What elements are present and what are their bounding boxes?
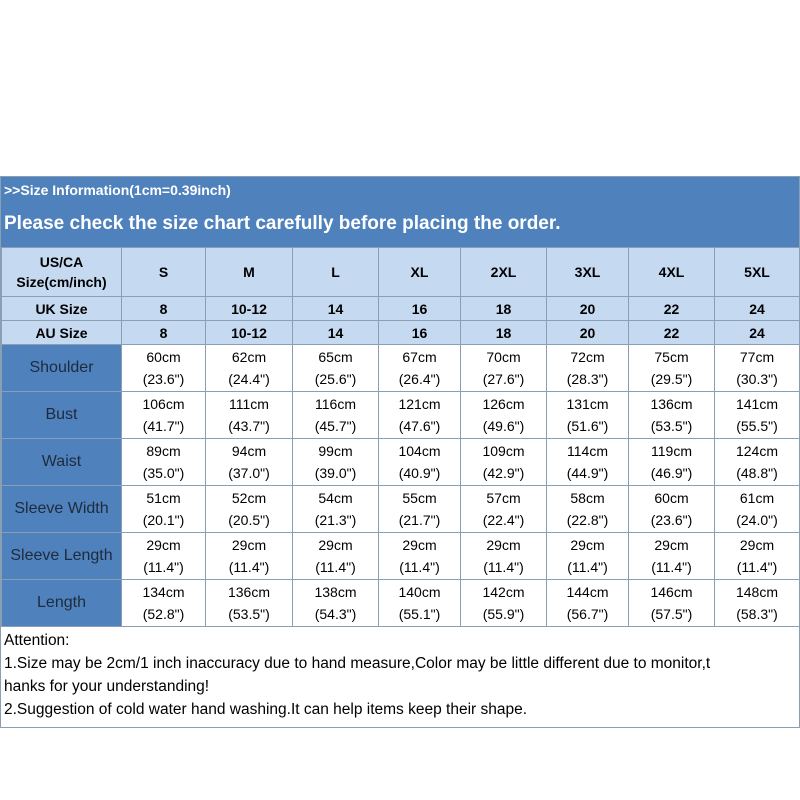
uk-size-cell: 22 — [629, 297, 715, 321]
us-size-cell: M — [206, 248, 293, 297]
inch-value: (29.5") — [650, 371, 693, 387]
cm-value: 72cm — [570, 349, 605, 365]
inch-value: (11.4") — [651, 559, 692, 575]
au-size-cell: 20 — [547, 321, 629, 345]
measurement-cell — [293, 345, 379, 392]
measurement-cell — [293, 392, 379, 439]
measurement-cell — [547, 580, 629, 627]
measurement-cell — [461, 533, 547, 580]
measurement-cell — [122, 345, 206, 392]
au-size-label: AU Size — [2, 321, 122, 345]
inch-value: (53.5") — [650, 418, 693, 434]
measurement-cell — [461, 439, 547, 486]
inch-value: (35.0") — [142, 465, 185, 481]
cm-value: 141cm — [735, 396, 779, 412]
inch-value: (45.7") — [314, 418, 357, 434]
measurement-cell — [715, 580, 800, 627]
au-size-row — [2, 321, 800, 345]
cm-value: 124cm — [735, 443, 779, 459]
cm-value: 54cm — [318, 490, 353, 506]
measurement-cell — [461, 345, 547, 392]
measurement-cell — [206, 580, 293, 627]
measurement-label: Sleeve Width — [2, 486, 122, 533]
measurement-cell — [379, 580, 461, 627]
cm-value: 55cm — [402, 490, 437, 506]
us-size-label-line2: Size(cm/inch) — [16, 274, 107, 290]
measurement-cell — [206, 345, 293, 392]
measurement-label: Waist — [2, 439, 122, 486]
cm-value: 77cm — [739, 349, 775, 365]
cm-value: 57cm — [486, 490, 521, 506]
uk-size-label: UK Size — [2, 297, 122, 321]
inch-value: (51.6") — [566, 418, 609, 434]
au-size-cell: 16 — [379, 321, 461, 345]
cm-value: 131cm — [566, 396, 609, 412]
inch-value: (47.6") — [398, 418, 441, 434]
measurement-cell — [461, 580, 547, 627]
inch-value: (55.5") — [736, 418, 778, 434]
inch-value: (54.3") — [314, 606, 357, 622]
measurement-cell — [715, 345, 800, 392]
us-size-cell: XL — [379, 248, 461, 297]
au-size-cell: 14 — [293, 321, 379, 345]
cm-value: 109cm — [482, 443, 525, 459]
measurement-cell — [379, 439, 461, 486]
measurement-cell — [629, 439, 715, 486]
measurement-cell — [547, 392, 629, 439]
inch-value: (55.1") — [398, 606, 441, 622]
inch-value: (40.9") — [398, 465, 441, 481]
measurement-cell — [206, 392, 293, 439]
uk-size-cell: 10-12 — [206, 297, 293, 321]
order-notice-banner: Please check the size chart carefully before placing the order. — [1, 203, 799, 247]
au-size-cell: 10-12 — [206, 321, 293, 345]
inch-value: (11.4") — [228, 559, 270, 575]
measurement-cell — [206, 533, 293, 580]
cm-value: 144cm — [566, 584, 609, 600]
au-size-cell: 22 — [629, 321, 715, 345]
measurement-cell — [547, 439, 629, 486]
cm-value: 29cm — [231, 537, 267, 553]
measurement-cell — [715, 533, 800, 580]
us-size-cell: S — [122, 248, 206, 297]
inch-value: (57.5") — [650, 606, 693, 622]
measurement-cell — [547, 486, 629, 533]
cm-value: 62cm — [231, 349, 267, 365]
au-size-cell: 8 — [122, 321, 206, 345]
measurement-cell — [715, 486, 800, 533]
measurement-row — [2, 486, 800, 533]
cm-value: 104cm — [398, 443, 441, 459]
cm-value: 138cm — [314, 584, 357, 600]
inch-value: (37.0") — [228, 465, 270, 481]
measurement-cell — [461, 392, 547, 439]
measurement-row — [2, 345, 800, 392]
measurement-label: Length — [2, 580, 122, 627]
inch-value: (11.4") — [315, 559, 356, 575]
cm-value: 136cm — [227, 584, 271, 600]
cm-value: 67cm — [402, 349, 437, 365]
cm-value: 148cm — [735, 584, 779, 600]
cm-value: 89cm — [146, 443, 181, 459]
measurement-row — [2, 580, 800, 627]
attention-note-1a: 1.Size may be 2cm/1 inch inaccuracy due to hand measure,Color may be little different due to monitor,t — [4, 655, 711, 672]
inch-value: (39.0") — [314, 465, 357, 481]
inch-value: (41.7") — [142, 418, 185, 434]
cm-value: 29cm — [739, 537, 775, 553]
cm-value: 142cm — [482, 584, 525, 600]
inch-value: (48.8") — [736, 465, 778, 481]
au-size-cell: 18 — [461, 321, 547, 345]
measurement-cell — [379, 486, 461, 533]
inch-value: (30.3") — [736, 371, 778, 387]
inch-value: (11.4") — [736, 559, 778, 575]
measurement-cell — [293, 486, 379, 533]
measurement-cell — [461, 486, 547, 533]
measurement-cell — [122, 533, 206, 580]
inch-value: (27.6") — [482, 371, 525, 387]
cm-value: 65cm — [318, 349, 353, 365]
uk-size-cell: 16 — [379, 297, 461, 321]
us-size-label-line1: US/CA — [39, 254, 84, 270]
inch-value: (24.0") — [736, 512, 778, 528]
measurement-cell — [122, 580, 206, 627]
measurement-cell — [293, 533, 379, 580]
measurement-cell — [715, 392, 800, 439]
cm-value: 114cm — [567, 443, 608, 459]
us-size-cell: 5XL — [715, 248, 800, 297]
cm-value: 70cm — [486, 349, 521, 365]
cm-value: 29cm — [570, 537, 605, 553]
measurement-cell — [629, 533, 715, 580]
inch-value: (11.4") — [483, 559, 524, 575]
inch-value: (46.9") — [650, 465, 693, 481]
cm-value: 140cm — [398, 584, 441, 600]
cm-value: 94cm — [231, 443, 267, 459]
measurement-cell — [547, 533, 629, 580]
inch-value: (23.6") — [142, 371, 185, 387]
cm-value: 75cm — [654, 349, 689, 365]
attention-notes — [1, 627, 799, 727]
cm-value: 99cm — [318, 443, 353, 459]
inch-value: (21.7") — [398, 512, 441, 528]
inch-value: (44.9") — [566, 465, 609, 481]
us-size-row — [2, 248, 800, 297]
cm-value: 52cm — [231, 490, 267, 506]
cm-value: 121cm — [398, 396, 441, 412]
cm-value: 51cm — [146, 490, 181, 506]
inch-value: (21.3") — [314, 512, 357, 528]
measurement-label: Sleeve Length — [2, 533, 122, 580]
uk-size-cell: 8 — [122, 297, 206, 321]
inch-value: (58.3") — [736, 606, 778, 622]
measurement-cell — [547, 345, 629, 392]
cm-value: 116cm — [315, 396, 356, 412]
uk-size-cell: 20 — [547, 297, 629, 321]
cm-value: 60cm — [654, 490, 689, 506]
inch-value: (53.5") — [228, 606, 270, 622]
inch-value: (11.4") — [567, 559, 608, 575]
attention-note-2: 2.Suggestion of cold water hand washing.It can help items keep their shape. — [4, 701, 528, 718]
uk-size-cell: 18 — [461, 297, 547, 321]
cm-value: 29cm — [146, 537, 181, 553]
us-size-cell: 2XL — [461, 248, 547, 297]
measurement-cell — [629, 580, 715, 627]
measurement-cell — [293, 580, 379, 627]
measurement-cell — [629, 392, 715, 439]
attention-title: Attention: — [4, 632, 70, 649]
inch-value: (20.1") — [142, 512, 185, 528]
us-size-label — [2, 248, 122, 297]
measurement-cell — [206, 439, 293, 486]
measurement-cell — [629, 345, 715, 392]
uk-size-row — [2, 297, 800, 321]
inch-value: (20.5") — [228, 512, 270, 528]
cm-value: 126cm — [482, 396, 525, 412]
measurement-cell — [379, 392, 461, 439]
inch-value: (49.6") — [482, 418, 525, 434]
inch-value: (23.6") — [650, 512, 693, 528]
inch-value: (11.4") — [399, 559, 440, 575]
measurement-cell — [379, 345, 461, 392]
cm-value: 29cm — [402, 537, 437, 553]
cm-value: 29cm — [486, 537, 521, 553]
cm-value: 111cm — [229, 396, 269, 412]
inch-value: (52.8") — [142, 606, 185, 622]
measurement-cell — [122, 486, 206, 533]
inch-value: (11.4") — [143, 559, 184, 575]
inch-value: (24.4") — [228, 371, 270, 387]
cm-value: 61cm — [739, 490, 775, 506]
au-size-cell: 24 — [715, 321, 800, 345]
cm-value: 60cm — [146, 349, 181, 365]
inch-value: (22.4") — [482, 512, 525, 528]
inch-value: (22.8") — [566, 512, 609, 528]
inch-value: (43.7") — [228, 418, 270, 434]
measurement-row — [2, 439, 800, 486]
cm-value: 136cm — [650, 396, 693, 412]
cm-value: 29cm — [318, 537, 353, 553]
size-info-banner: >>Size Information(1cm=0.39inch) — [1, 177, 799, 203]
cm-value: 29cm — [654, 537, 689, 553]
size-chart — [0, 176, 800, 728]
inch-value: (56.7") — [566, 606, 609, 622]
measurement-cell — [122, 392, 206, 439]
cm-value: 106cm — [142, 396, 185, 412]
measurement-cell — [715, 439, 800, 486]
us-size-cell: 4XL — [629, 248, 715, 297]
size-table — [1, 247, 800, 627]
uk-size-cell: 14 — [293, 297, 379, 321]
cm-value: 134cm — [142, 584, 185, 600]
uk-size-cell: 24 — [715, 297, 800, 321]
measurement-cell — [293, 439, 379, 486]
inch-value: (25.6") — [314, 371, 357, 387]
measurement-label: Bust — [2, 392, 122, 439]
measurement-row — [2, 533, 800, 580]
us-size-cell: L — [293, 248, 379, 297]
cm-value: 119cm — [651, 443, 692, 459]
measurement-cell — [122, 439, 206, 486]
measurement-label: Shoulder — [2, 345, 122, 392]
inch-value: (42.9") — [482, 465, 525, 481]
cm-value: 146cm — [650, 584, 693, 600]
inch-value: (26.4") — [398, 371, 441, 387]
measurement-cell — [629, 486, 715, 533]
us-size-cell: 3XL — [547, 248, 629, 297]
measurement-cell — [206, 486, 293, 533]
inch-value: (55.9") — [482, 606, 525, 622]
measurement-row — [2, 392, 800, 439]
measurement-cell — [379, 533, 461, 580]
cm-value: 58cm — [570, 490, 605, 506]
attention-note-1b: hanks for your understanding! — [4, 678, 210, 695]
inch-value: (28.3") — [566, 371, 609, 387]
